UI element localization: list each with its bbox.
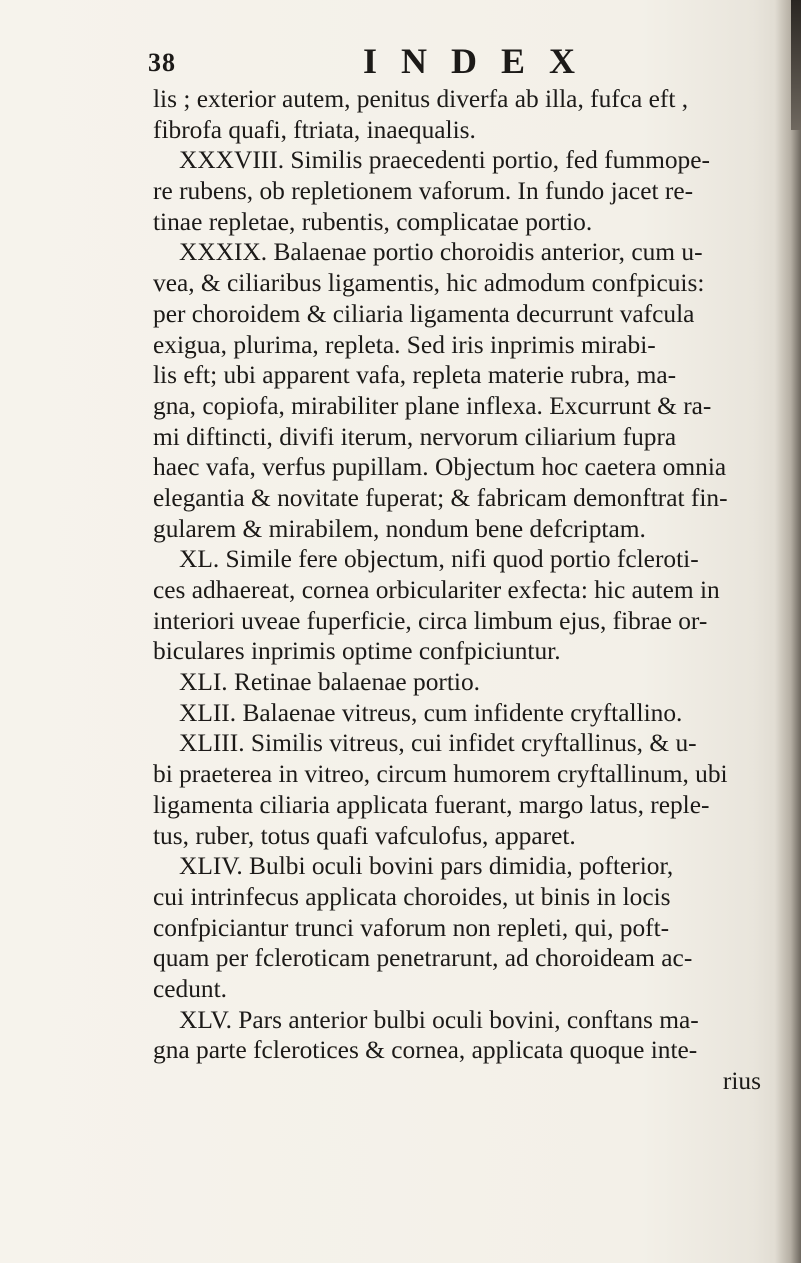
text-line: re rubens, ob repletionem vaforum. In fundo jacet re- [153, 177, 694, 206]
text-line: gna parte fclerotices & cornea, applicata quoque inte- [153, 1036, 698, 1065]
text-line: ces adhaereat, cornea orbiculariter exfecta: hic autem in [153, 576, 720, 604]
text-line: quam per fcleroticam penetrarunt, ad choroideam ac- [153, 944, 693, 973]
text-line: lis eft; ubi apparent vafa, repleta materie rubra, ma- [153, 361, 677, 390]
text-line: XLV. Pars anterior bulbi oculi bovini, conftans ma- [179, 1005, 699, 1034]
text-line: mi diftincti, divifi iterum, nervorum ciliarium fupra [153, 422, 677, 451]
text-line: per choroidem & ciliaria ligamenta decurrunt vafcula [153, 299, 695, 328]
text-line: biculares inprimis optime confpiciuntur. [153, 637, 561, 666]
text-line: tus, ruber, totus quafi vafculofus, apparet. [153, 821, 576, 850]
page-header [148, 38, 748, 88]
running-head: INDEX [363, 41, 600, 81]
text-line: interiori uveae fuperficie, circa limbum ejus, fibrae or- [153, 606, 708, 635]
page-edge-shadow [775, 0, 801, 1263]
text-line: ligamenta ciliaria applicata fuerant, margo latus, reple- [153, 790, 710, 819]
text-line: haec vafa, verfus pupillam. Objectum hoc caetera omnia [153, 453, 727, 482]
text-line: XLI. Retinae balaenae portio. [179, 668, 481, 697]
text-line: lis ; exterior autem, penitus diverfa ab illa, fufca eft , [153, 85, 689, 113]
text-line: confpiciantur trunci vaforum non repleti, qui, poft- [153, 913, 670, 942]
body-text [153, 84, 765, 1097]
text-line: cui intrinfecus applicata choroides, ut binis in locis [153, 882, 671, 911]
text-line: XLII. Balaenae vitreus, cum infidente cryftallino. [179, 698, 683, 727]
text-line: elegantia & novitate fuperat; & fabricam demonftrat fin- [153, 483, 728, 512]
text-line: XL. Simile fere objectum, nifi quod portio fcleroti- [179, 545, 699, 574]
text-line: gna, copiofa, mirabiliter plane inflexa. Excurrunt & ra- [153, 391, 712, 420]
text-line: XLIII. Similis vitreus, cui infidet cryftallinus, & u- [179, 729, 697, 758]
text-line: bi praeterea in vitreo, circum humorem cryftallinum, ubi [153, 760, 728, 789]
text-line: vea, & ciliaribus ligamentis, hic admodum confpicuis: [153, 269, 705, 298]
text-line: exigua, plurima, repleta. Sed iris inprimis mirabi- [153, 330, 656, 359]
text-line: XXXVIII. Similis praecedenti portio, fed fummope- [179, 146, 710, 175]
page-number: 38 [148, 48, 176, 77]
text-line: fibrofa quafi, ftriata, inaequalis. [153, 115, 476, 144]
text-line: cedunt. [153, 974, 228, 1003]
text-line: gularem & mirabilem, nondum bene defcriptam. [153, 514, 646, 543]
page-edge-dark [791, 0, 801, 130]
catchword: rius [722, 1067, 761, 1095]
text-line: XLIV. Bulbi oculi bovini pars dimidia, pofterior, [179, 852, 674, 881]
text-line: tinae repletae, rubentis, complicatae portio. [153, 207, 593, 236]
text-line: XXXIX. Balaenae portio choroidis anterior, cum u- [179, 238, 703, 267]
